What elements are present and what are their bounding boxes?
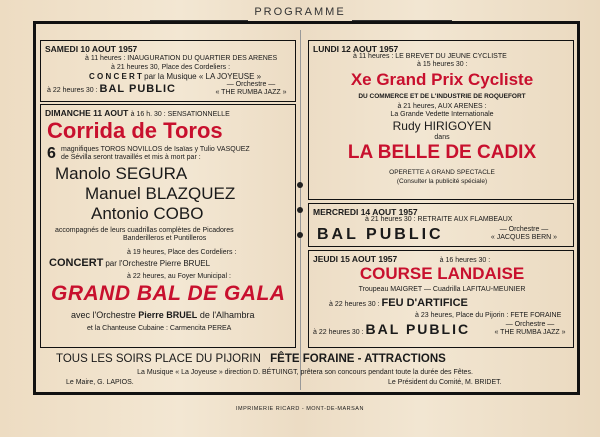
- dimanche-line: accompagnés de leurs cuadrillas complètes de Picadores: [55, 227, 234, 234]
- dimanche-time: à 16 h. 30 : SENSATIONNELLE: [130, 111, 230, 118]
- footer-banner-b: FÊTE FORAINE - ATTRACTIONS: [270, 353, 446, 365]
- dimanche-concert: CONCERT: [49, 257, 104, 269]
- footer-banner-a: TOUS LES SOIRS PLACE DU PIJORIN: [56, 353, 261, 365]
- dimanche-line: à 22 heures, au Foyer Municipal :: [127, 273, 231, 280]
- torero-2: Manuel BLAZQUEZ: [85, 184, 236, 203]
- lundi-line: La Grande Vedette Internationale: [390, 111, 494, 118]
- torero-3: Antonio COBO: [91, 204, 204, 223]
- dimanche-line: à 19 heures, Place des Cordeliers :: [127, 249, 237, 256]
- mercredi-box: [308, 203, 574, 247]
- mercredi-orch: — Orchestre —: [499, 226, 549, 233]
- lundi-line: à 11 heures : LE BREVET DU JEUNE CYCLISTE: [353, 53, 507, 60]
- samedi-line: à 11 heures : INAUGURATION DU QUARTIER DES ARENES: [85, 55, 278, 62]
- course-landaise-title: COURSE LANDAISE: [359, 264, 525, 283]
- corrida-title: Corrida de Toros: [47, 118, 223, 143]
- mercredi-bal: BAL PUBLIC: [317, 226, 444, 243]
- lundi-line: (Consulter la publicité spéciale): [396, 178, 488, 185]
- samedi-orch: — Orchestre —: [226, 81, 276, 88]
- samedi-line: par la Musique « LA JOYEUSE »: [144, 72, 262, 81]
- grand-prix-title: Xe Grand Prix Cycliste: [350, 70, 534, 89]
- vedette-name: Rudy HIRIGOYEN: [392, 119, 492, 133]
- programme-title: PROGRAMME: [254, 6, 346, 18]
- dimanche-line: par l'Orchestre Pierre BRUEL: [105, 259, 211, 268]
- feu-artifice: FEU D'ARTIFICE: [381, 297, 468, 309]
- jeudi-line: Troupeau MAIGRET — Cuadrilla LAFITAU-MEUNIER: [358, 286, 526, 293]
- dimanche-line: magnifiques TOROS NOVILLOS de Isaïas y Tulio VASQUEZ: [61, 146, 250, 153]
- jeudi-line: à 23 heures, Place du Pijorin : FETE FORAINE: [415, 312, 562, 319]
- jeudi-orch: — Orchestre —: [505, 321, 555, 328]
- jeudi-bal: BAL PUBLIC: [365, 321, 471, 337]
- lundi-box: [308, 40, 574, 200]
- samedi-line: à 21 heures 30, Place des Cordeliers :: [111, 64, 231, 71]
- gala-title: GRAND BAL DE GALA: [51, 282, 286, 305]
- samedi-box: [40, 40, 296, 102]
- lundi-line: OPERETTE A GRAND SPECTACLE: [389, 169, 495, 176]
- jeudi-date: JEUDI 15 AOUT 1957: [313, 254, 398, 264]
- lundi-line: à 21 heures, AUX ARENES :: [397, 103, 487, 110]
- dimanche-line: et la Chanteuse Cubaine : Carmencita PEREA: [87, 325, 232, 332]
- lundi-line: dans: [434, 134, 450, 141]
- dimanche-six: 6: [47, 145, 56, 162]
- jeudi-line: à 22 heures 30 :: [313, 329, 364, 336]
- dimanche-line: de Sévilla seront travaillés et mis à mort par :: [61, 154, 201, 161]
- dimanche-line: de l'Alhambra: [199, 310, 255, 320]
- footer-president: Le Président du Comité, M. BRIDET.: [388, 379, 502, 386]
- lundi-date: LUNDI 12 AOUT 1957: [313, 44, 399, 54]
- samedi-orch-name: « THE RUMBA JAZZ »: [215, 89, 287, 96]
- dimanche-box: [40, 104, 296, 348]
- mercredi-orch-name: « JACQUES BERN »: [490, 234, 558, 241]
- printer-credit: IMPRIMERIE RICARD - MONT-DE-MARSAN: [236, 406, 364, 412]
- jeudi-box: [308, 250, 574, 348]
- torero-1: Manolo SEGURA: [55, 164, 188, 183]
- jeudi-line: à 22 heures 30 :: [329, 301, 380, 308]
- dimanche-line: avec l'Orchestre: [71, 310, 136, 320]
- lundi-line: à 15 heures 30 :: [417, 61, 468, 68]
- footer-banner: [56, 352, 446, 366]
- jeudi-orch-name: « THE RUMBA JAZZ »: [494, 329, 566, 336]
- samedi-concert: C O N C E R T: [89, 72, 142, 81]
- footer-maire: Le Maire, G. LAPIOS.: [66, 379, 134, 386]
- dimanche-orch: Pierre BRUEL: [138, 310, 198, 320]
- samedi-bal: BAL PUBLIC: [99, 83, 176, 95]
- mercredi-line: à 21 heures 30 : RETRAITE AUX FLAMBEAUX: [365, 216, 513, 223]
- samedi-line: à 22 heures 30 :: [47, 87, 98, 94]
- samedi-date: SAMEDI 10 AOUT 1957: [45, 44, 138, 54]
- footer-note: La Musique « La Joyeuse » direction D. BÉTUINGT, prêtera son concours pendant toute la durée des Fêtes.: [137, 369, 473, 376]
- lundi-line: DU COMMERCE ET DE L'INDUSTRIE DE ROQUEFORT: [358, 93, 526, 100]
- programme-header: [0, 6, 600, 18]
- dimanche-line: Banderilleros et Puntilleros: [123, 235, 207, 242]
- belle-de-cadix-title: LA BELLE DE CADIX: [347, 142, 537, 163]
- dimanche-date: DIMANCHE 11 AOUT: [45, 108, 129, 118]
- mercredi-date: MERCREDI 14 AOUT 1957: [313, 207, 418, 217]
- jeudi-time: à 16 heures 30 :: [439, 257, 491, 264]
